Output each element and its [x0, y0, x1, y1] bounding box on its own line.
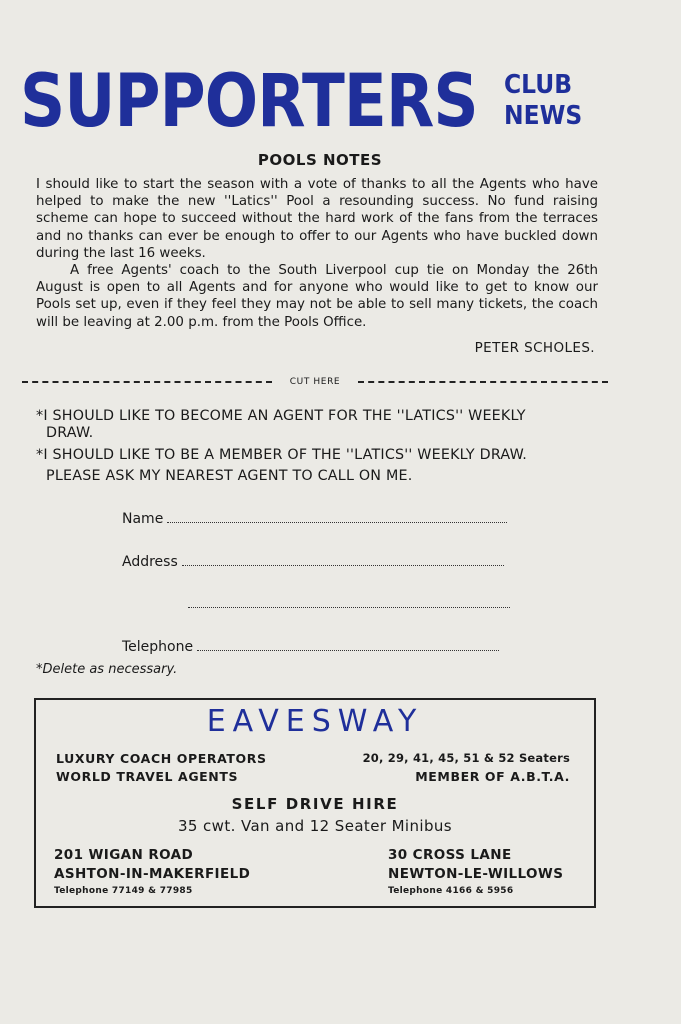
- pools-notes-heading: POOLS NOTES: [257, 151, 383, 169]
- pools-notes-body: [36, 176, 598, 331]
- delete-note: *Delete as necessary.: [36, 662, 178, 677]
- office-ashton-town: ASHTON-IN-MAKERFIELD: [54, 866, 251, 882]
- address-dotted-line-2[interactable]: [188, 607, 510, 608]
- office-newton-street: 30 CROSS LANE: [388, 847, 512, 863]
- name-field[interactable]: [122, 511, 507, 527]
- advert-van-minibus: 35 cwt. Van and 12 Seater Minibus: [177, 817, 452, 835]
- advert-abta: MEMBER OF A.B.T.A.: [415, 769, 570, 784]
- cut-dash-right: [358, 381, 608, 383]
- pools-notes-paragraph-2: A free Agents' coach to the South Liverpool cup tie on Monday the 26th August is open to all Agents and for anyone who would like to get to know our Pools set up, even if they feel they may not be able to sell many tickets, the coach will be leaving at 2.00 p.m. from the Pools Office.: [36, 263, 598, 330]
- address-field[interactable]: [122, 554, 504, 570]
- advert-seaters: 20, 29, 41, 45, 51 & 52 Seaters: [362, 751, 570, 765]
- pools-notes-paragraph-1: I should like to start the season with a vote of thanks to all the Agents who have helped to make the new ''Latics'' Pool a resounding success. No fund raising scheme can hope to succeed without the hard work of the fans from the terraces and no thanks can ever be enough to offer to our Agents who have buckled down during the last 16 weeks.: [36, 177, 598, 261]
- advert-brand: EAVESWAY: [206, 704, 424, 739]
- office-newton-town: NEWTON-LE-WILLOWS: [388, 866, 564, 882]
- cut-here-line: [22, 374, 608, 390]
- masthead: [20, 59, 620, 144]
- masthead-subtitle: [504, 70, 582, 132]
- telephone-dotted-line[interactable]: [197, 650, 499, 651]
- advert-coach-operators: LUXURY COACH OPERATORS: [56, 751, 267, 766]
- advert-travel-agents: WORLD TRAVEL AGENTS: [56, 769, 239, 784]
- option-member-line-2: PLEASE ASK MY NEAREST AGENT TO CALL ON ME.: [46, 468, 413, 484]
- signoff: PETER SCHOLES.: [474, 340, 595, 356]
- advert-office-ashton: [54, 846, 250, 898]
- option-agent: [36, 408, 616, 442]
- option-agent-line-2: DRAW.: [46, 425, 94, 441]
- option-member: [36, 447, 616, 485]
- address-dotted-line-1[interactable]: [182, 565, 504, 566]
- address-label: Address: [122, 554, 178, 570]
- telephone-label: Telephone: [122, 639, 194, 655]
- cut-here-label: CUT HERE: [289, 377, 341, 387]
- masthead-title: SUPPORTERS: [20, 59, 478, 144]
- office-ashton-telephone: Telephone 77149 & 77985: [54, 886, 193, 896]
- name-label: Name: [122, 511, 164, 527]
- name-dotted-line[interactable]: [167, 522, 507, 523]
- cut-dash-left: [22, 381, 272, 383]
- masthead-club: CLUB: [504, 70, 573, 100]
- eavesway-advert: [34, 698, 596, 908]
- advert-self-drive: SELF DRIVE HIRE: [231, 795, 399, 813]
- office-newton-telephone: Telephone 4166 & 5956: [388, 886, 514, 896]
- option-agent-line-1: *I SHOULD LIKE TO BECOME AN AGENT FOR THE ''LATICS'' WEEKLY: [36, 408, 526, 424]
- advert-office-newton: [388, 846, 563, 898]
- masthead-news: NEWS: [504, 101, 583, 131]
- telephone-field[interactable]: [122, 639, 499, 655]
- office-ashton-street: 201 WIGAN ROAD: [54, 847, 194, 863]
- option-member-line-1: *I SHOULD LIKE TO BE A MEMBER OF THE ''LATICS'' WEEKLY DRAW.: [36, 447, 528, 463]
